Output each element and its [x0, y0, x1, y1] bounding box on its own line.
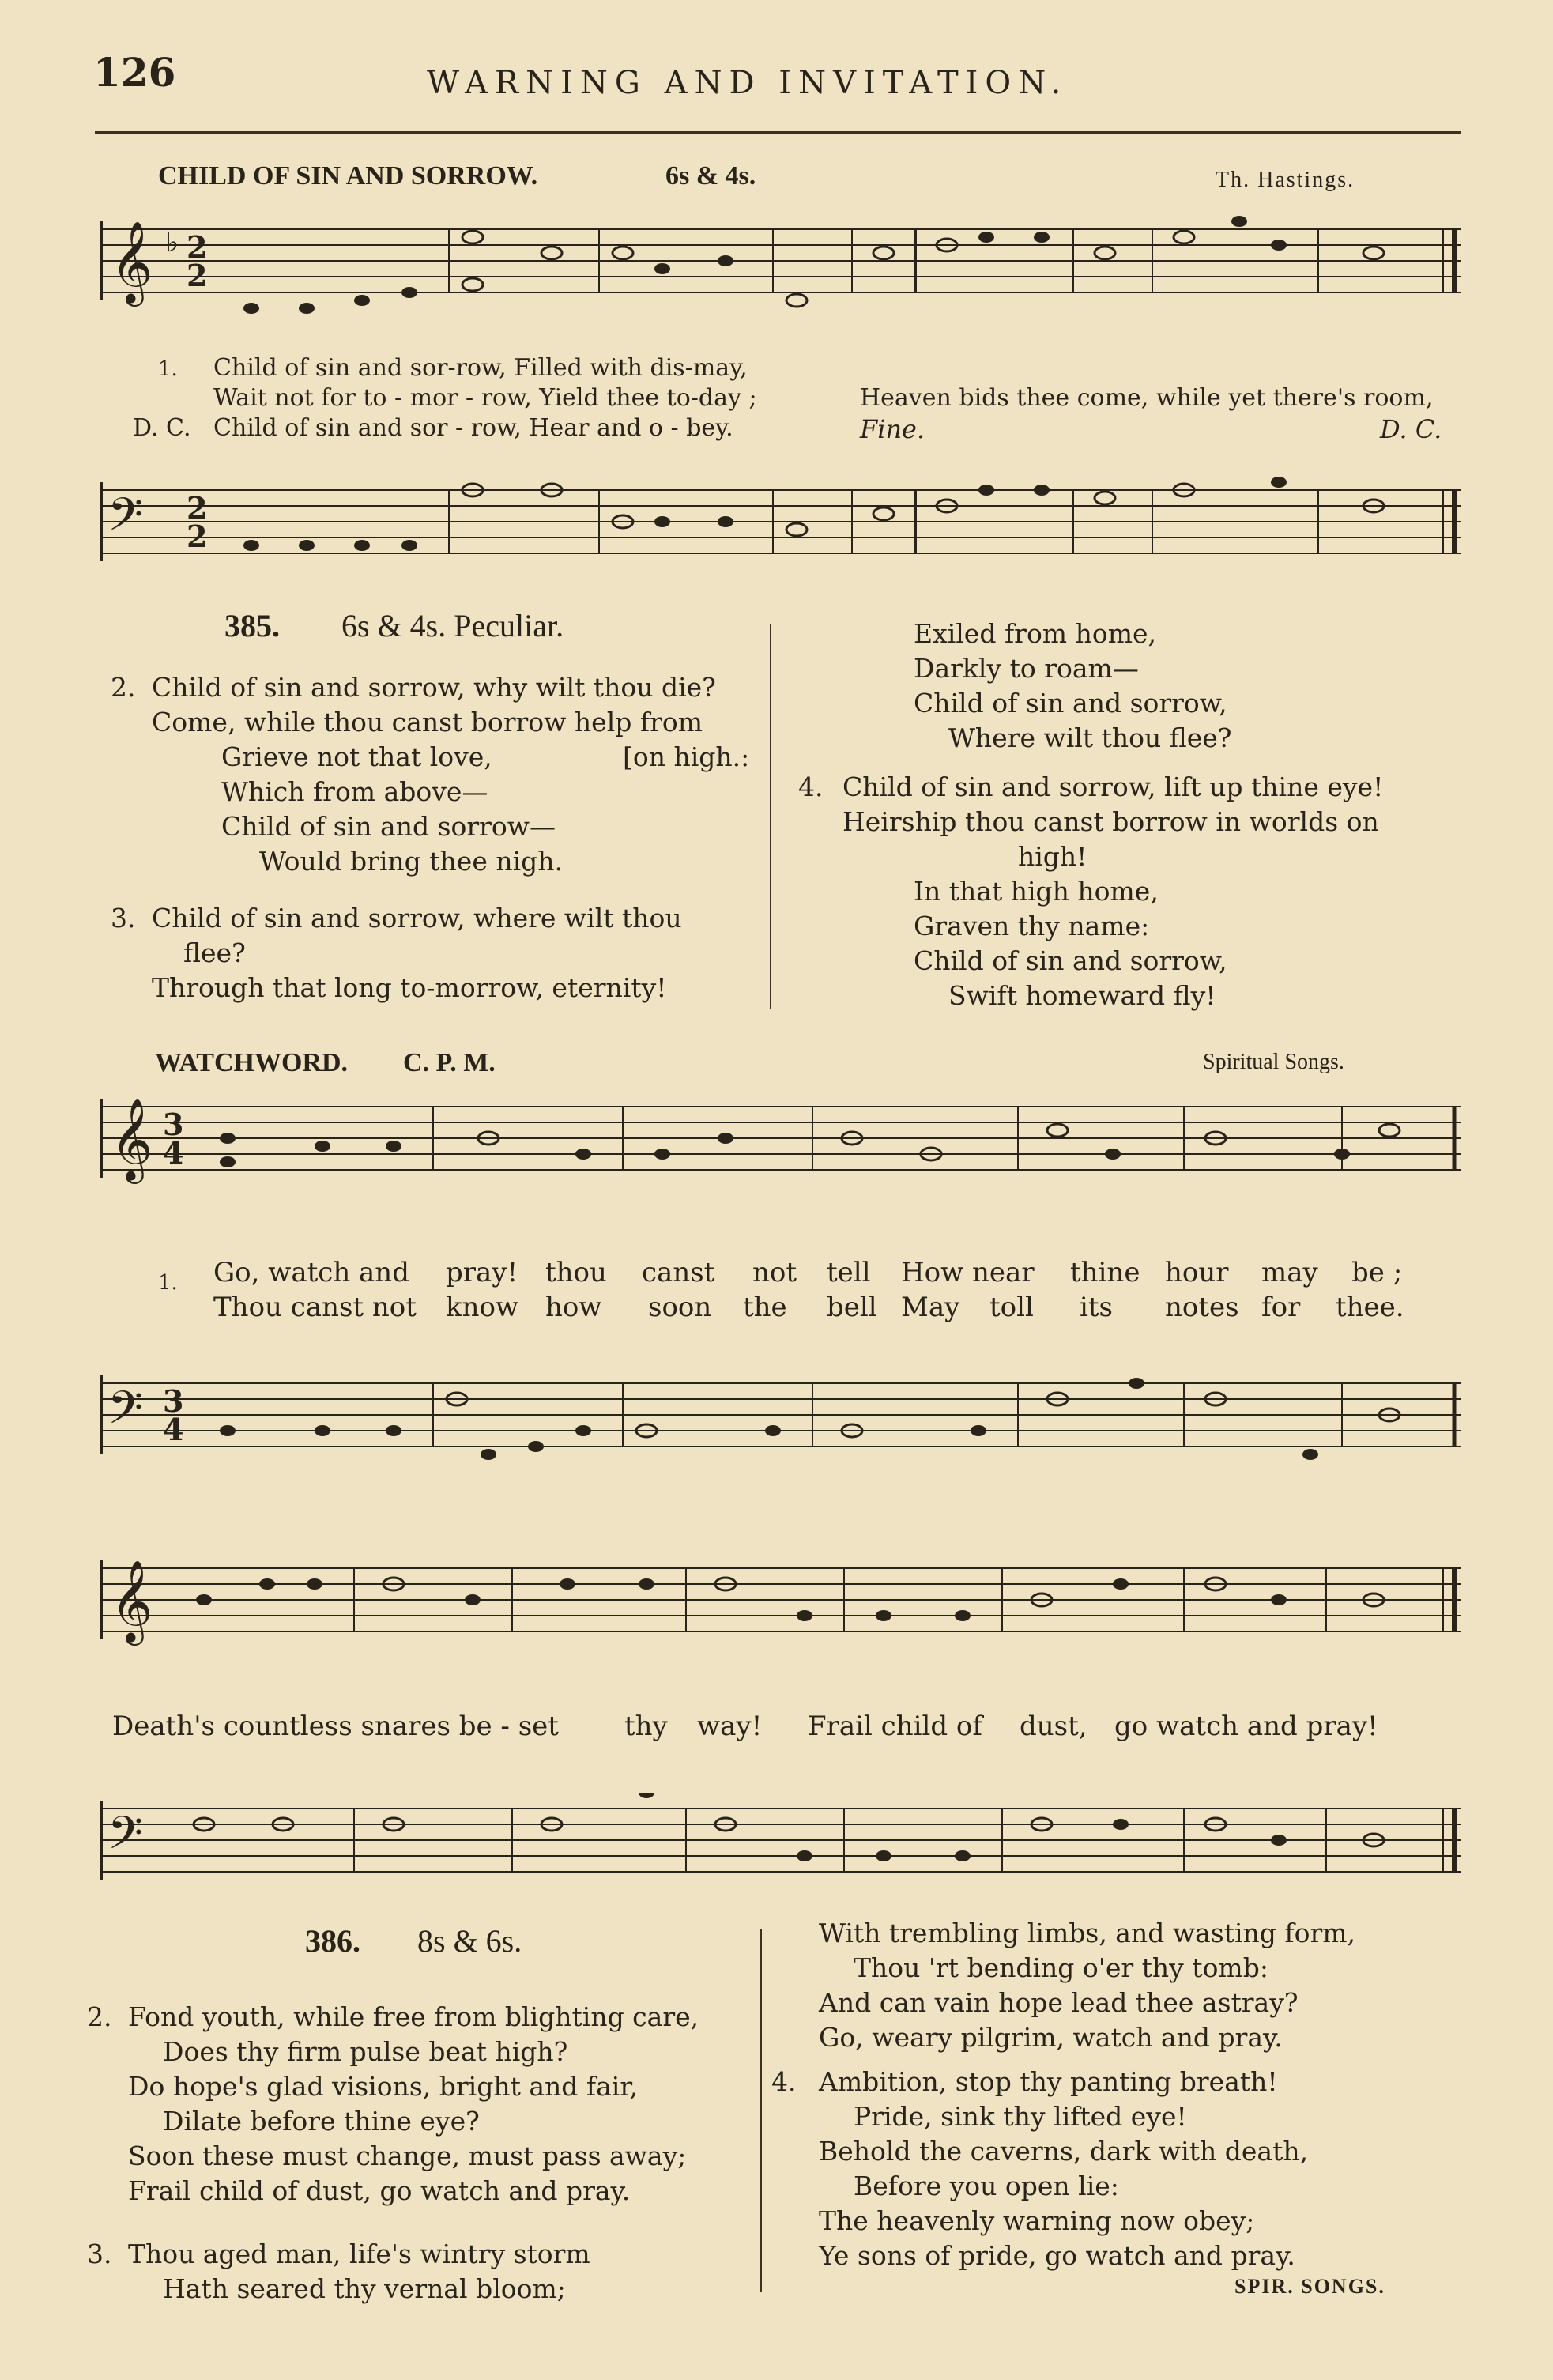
svg-text:2: 2	[187, 258, 208, 293]
tune2-lyric-line1-w1: pray!	[446, 1257, 518, 1288]
tune2-lyric-line1-w10: be ;	[1351, 1257, 1403, 1288]
verse-line: Behold the caverns, dark with death,	[819, 2136, 1309, 2167]
svg-text:𝄢: 𝄢	[107, 488, 144, 553]
tune2-lyric-line3-w0: Death's countless snares be - set	[112, 1711, 559, 1742]
tune2-lyric-line3-w5: go watch and pray!	[1114, 1711, 1378, 1742]
tune2-lyric-line2-w10: for	[1261, 1292, 1301, 1323]
verse-line: Child of sin and sorrow,	[914, 945, 1227, 976]
tune2-lyric-line2-w3: soon	[648, 1292, 712, 1323]
svg-text:𝄢: 𝄢	[107, 1381, 144, 1446]
svg-text:𝄞: 𝄞	[111, 221, 153, 304]
tune1-stanza-label: 1.	[158, 357, 178, 381]
svg-text:𝄞: 𝄞	[111, 1560, 153, 1643]
tune2-name: WATCHWORD.	[155, 1048, 348, 1077]
tune2-lyric-line3-w4: dust,	[1020, 1711, 1087, 1742]
tune1-dc: D. C.	[1380, 414, 1442, 444]
verse-line: Darkly to roam—	[914, 653, 1139, 684]
verse-line: Child of sin and sorrow—	[221, 811, 556, 842]
hymn386-verse-2	[87, 2000, 759, 2208]
section-title: WARNING AND INVITATION.	[427, 65, 1069, 101]
verse-line: Exiled from home,	[914, 618, 1157, 649]
verse-line: Pride, sink thy lifted eye!	[854, 2101, 1187, 2132]
verse-line: Thou 'rt bending o'er thy tomb:	[854, 1952, 1268, 1983]
svg-text:3: 3	[163, 1107, 184, 1142]
verse-line: Swift homeward fly!	[948, 980, 1216, 1011]
tune2-lyric-line1-w8: hour	[1165, 1257, 1229, 1288]
svg-text:♭: ♭	[166, 227, 179, 258]
verse-line: Through that long to-morrow, eternity!	[152, 972, 667, 1003]
tune2-bass-staff-2	[93, 1793, 1468, 1911]
tune2-composer: Spiritual Songs.	[1203, 1050, 1344, 1074]
tune2-lyric-line2-w8: its	[1080, 1292, 1113, 1323]
verse-line: Ye sons of pride, go watch and pray.	[819, 2240, 1295, 2271]
tune2-lyric-line2-w5: bell	[827, 1292, 877, 1323]
header-rule	[95, 131, 1461, 134]
verse-number: 4.	[771, 2066, 797, 2097]
tune1-refrain: Heaven bids thee come, while yet there's room,	[860, 384, 1434, 412]
tune1-composer: Th. Hastings.	[1216, 168, 1355, 192]
tune1-fine: Fine.	[860, 414, 925, 444]
svg-text:4: 4	[163, 1412, 184, 1447]
page-number: 126	[93, 49, 176, 96]
tune2-lyric-line3-w3: Frail child of	[808, 1711, 982, 1742]
tune1-lyric-line3: Child of sin and sor - row, Hear and o - bey.	[213, 414, 733, 442]
verse-line: Dilate before thine eye?	[163, 2106, 480, 2137]
verse-line: Thou aged man, life's wintry storm	[128, 2239, 590, 2269]
verse-line: Graven thy name:	[914, 911, 1150, 941]
hymn385-verse-3-cont	[798, 617, 1462, 756]
verse-line: Child of sin and sorrow, why wilt thou die?	[152, 672, 716, 703]
verse-line	[111, 740, 759, 775]
verse-line: Heirship thou canst borrow in worlds on	[842, 806, 1379, 837]
verse-line: Child of sin and sorrow, where wilt thou	[152, 903, 682, 934]
verse-line: Which from above—	[221, 776, 488, 807]
verse-line: With trembling limbs, and wasting form,	[819, 1918, 1356, 1948]
svg-text:3: 3	[163, 1383, 184, 1419]
hymn386-column-rule	[760, 1929, 762, 2292]
verse-line: Do hope's glad visions, bright and fair,	[128, 2071, 638, 2102]
verse-line: Frail child of dust, go watch and pray.	[128, 2175, 631, 2206]
tune1-bass-staff	[93, 458, 1468, 585]
tune1-treble-staff	[93, 213, 1468, 364]
verse-line: Child of sin and sorrow,	[914, 688, 1227, 719]
tune1-dc-label: D. C.	[133, 414, 191, 442]
tune2-lyric-line2-w7: toll	[989, 1292, 1034, 1323]
verse-line: The heavenly warning now obey;	[819, 2205, 1255, 2236]
tune2-lyric-line1-w5: tell	[827, 1257, 871, 1288]
verse-line: Where wilt thou flee?	[948, 722, 1232, 753]
hymn386-number: 386.	[305, 1923, 360, 1959]
tune1-name: CHILD OF SIN AND SORROW.	[158, 161, 538, 190]
verse-line: Soon these must change, must pass away;	[128, 2140, 687, 2171]
verse-line: Would bring thee nigh.	[259, 846, 564, 877]
verse-line: In that high home,	[914, 876, 1159, 907]
verse-line: Before you open lie:	[854, 2171, 1119, 2201]
verse-line: Hath seared thy vernal bloom;	[163, 2273, 566, 2304]
tune2-treble-staff-1	[93, 1091, 1468, 1257]
verse-line: Ambition, stop thy panting breath!	[819, 2066, 1278, 2097]
hymn385-number: 385.	[224, 608, 280, 643]
verse-line: Come, while thou canst borrow help from	[152, 707, 703, 737]
tune2-lyric-line1-w4: not	[752, 1257, 797, 1288]
hymn386-verse-4	[771, 2065, 1467, 2273]
tune2-lyric-line2-w2: how	[545, 1292, 602, 1323]
verse-line-part: Grieve not that love,	[221, 741, 492, 772]
tune2-lyric-line3-w2: way!	[697, 1711, 763, 1742]
svg-text:2: 2	[187, 519, 208, 554]
verse-number: 4.	[798, 771, 824, 802]
verse-line: high!	[1018, 841, 1087, 872]
hymn386-credit: SPIR. SONGS.	[1234, 2275, 1385, 2298]
hymn385-verse-3	[111, 901, 767, 1005]
hymn386-verse-3	[87, 2237, 759, 2306]
tune1-lyric-line2: Wait not for to - mor - row, Yield thee to-day ;	[213, 384, 757, 412]
hymn385-verse-2	[111, 670, 759, 879]
hymn385-verse-4	[798, 770, 1462, 1013]
verse-line: And can vain hope lead thee astray?	[819, 1987, 1299, 2018]
svg-text:2: 2	[187, 229, 208, 265]
svg-text:𝄢: 𝄢	[107, 1806, 144, 1871]
verse-line: Go, weary pilgrim, watch and pray.	[819, 2022, 1283, 2053]
hymn386-meter: 8s & 6s.	[417, 1923, 522, 1959]
verse-line: Child of sin and sorrow, lift up thine eye!	[842, 771, 1384, 802]
tune2-lyric-line1-w7: thine	[1070, 1257, 1140, 1288]
verse-line: Fond youth, while free from blighting care,	[128, 2001, 699, 2032]
tune1-lyric-line1: Child of sin and sor-row, Filled with dis-may,	[213, 354, 748, 382]
tune2-lyric-line2-w4: the	[743, 1292, 787, 1323]
tune2-lyric-line2-w1: know	[446, 1292, 519, 1323]
tune2-lyric-line1-w2: thou	[545, 1257, 607, 1288]
tune2-lyric-line2-w0: Thou canst not	[213, 1292, 417, 1323]
verse-line: Does thy firm pulse beat high?	[163, 2036, 568, 2067]
hymn385-meter: 6s & 4s. Peculiar.	[341, 608, 564, 643]
tune2-bass-staff-1	[93, 1367, 1468, 1494]
verse-line: flee?	[183, 937, 246, 968]
verse-line-part: [on high.:	[623, 741, 750, 772]
tune2-lyric-line1-w3: canst	[642, 1257, 715, 1288]
tune2-stanza-label: 1.	[158, 1271, 178, 1295]
verse-number: 3.	[111, 903, 136, 934]
tune2-lyric-line1-w9: may	[1261, 1257, 1318, 1288]
hymn386-verse-3-cont	[782, 1916, 1462, 2055]
tune2-treble-staff-2	[93, 1552, 1468, 1711]
svg-text:2: 2	[187, 490, 208, 526]
tune2-lyric-line2-w9: notes	[1165, 1292, 1239, 1323]
tune2-lyric-line1-w6: How near	[901, 1257, 1035, 1288]
tune2-lyric-line2-w6: May	[901, 1292, 960, 1323]
verse-number: 3.	[87, 2239, 112, 2269]
tune2-lyric-line3-w1: thy	[624, 1711, 668, 1742]
hymn385-column-rule	[770, 624, 771, 1009]
verse-number: 2.	[87, 2001, 112, 2032]
tune2-lyric-line1-w0: Go, watch and	[213, 1257, 409, 1288]
svg-text:𝄞: 𝄞	[111, 1098, 153, 1181]
verse-number: 2.	[111, 672, 136, 703]
svg-text:4: 4	[163, 1135, 184, 1171]
tune2-lyric-line2-w11: thee.	[1336, 1292, 1404, 1323]
tune2-meter: C. P. M.	[403, 1048, 496, 1077]
tune1-meter: 6s & 4s.	[665, 161, 756, 190]
